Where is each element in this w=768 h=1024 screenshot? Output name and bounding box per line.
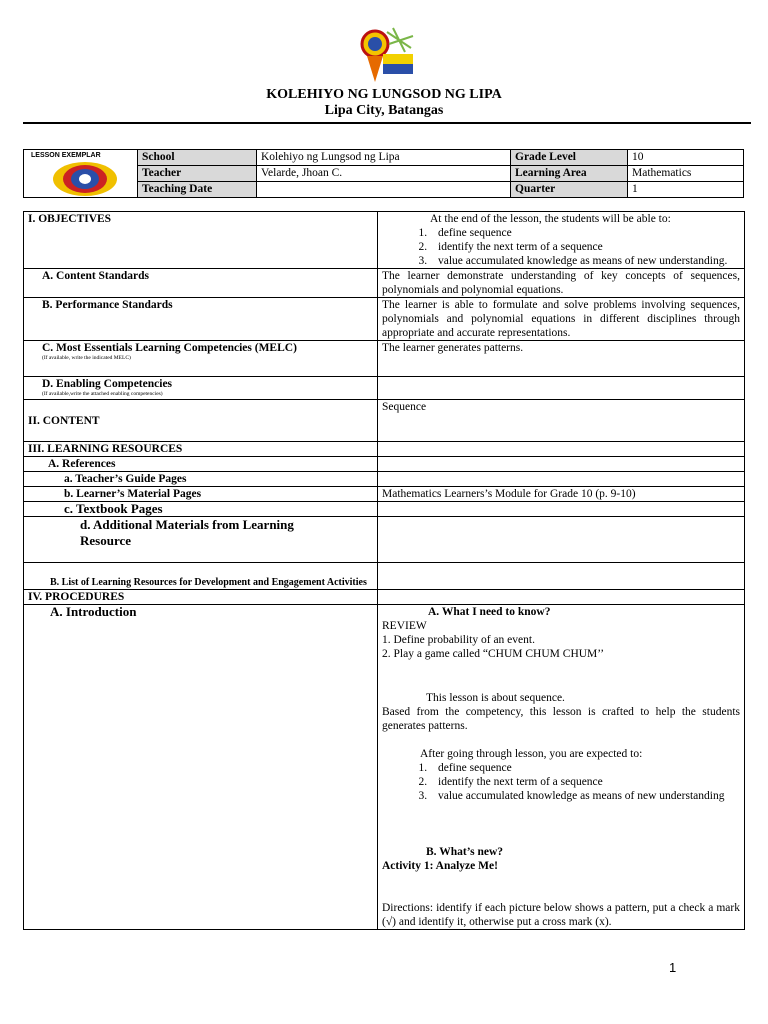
procedures-label: IV. PROCEDURES <box>24 590 378 605</box>
exemplar-cell <box>24 150 138 198</box>
expected-list <box>382 761 740 803</box>
activity-title: Activity 1: Analyze Me! <box>382 860 498 872</box>
lesson-info-table <box>23 149 744 198</box>
school-label: School <box>138 150 257 166</box>
learning-area-value: Mathematics <box>628 166 744 182</box>
melc-label: C. Most Essentials Learning Competencies (MELC) <box>42 342 297 354</box>
learning-resources-list-label: B. List of Learning Resources for Development and Engagement Activities <box>24 563 378 590</box>
learning-area-label: Learning Area <box>511 166 628 182</box>
institution-name: KOLEHIYO NG LUNGSOD NG LIPA <box>266 87 502 102</box>
objective-item: 1. define sequence <box>430 226 740 240</box>
additional-materials-value <box>378 517 745 563</box>
textbook-label: c. Textbook Pages <box>24 502 378 517</box>
learning-resources-list-value <box>378 563 745 590</box>
kolehiyo-seal-icon <box>353 24 415 84</box>
grade-level-label: Grade Level <box>511 150 628 166</box>
references-label: A. References <box>24 457 378 472</box>
exemplar-label: LESSON EXEMPLAR <box>31 152 101 159</box>
review-item-2: 2. Play a game called “CHUM CHUM CHUM’’ <box>382 648 605 660</box>
procedures-value <box>378 590 745 605</box>
header-divider <box>23 122 751 124</box>
melc-note: (If available, write the indicated MELC) <box>42 355 131 361</box>
expected-item: 2. identify the next term of a sequence <box>430 775 740 789</box>
expected-item: 3. value accumulated knowledge as means of new understanding <box>430 789 740 803</box>
objectives-cell <box>378 212 745 269</box>
teacher-value: Velarde, Jhoan C. <box>257 166 511 182</box>
school-seal-icon <box>51 161 119 197</box>
teachers-guide-label: a. Teacher’s Guide Pages <box>24 472 378 487</box>
melc-value: The learner generates patterns. <box>378 341 745 377</box>
objectives-label: I. OBJECTIVES <box>24 212 378 269</box>
quarter-label: Quarter <box>511 182 628 198</box>
enabling-label: D. Enabling Competencies <box>42 378 173 390</box>
content-label: II. CONTENT <box>24 400 378 442</box>
review-heading: REVIEW <box>382 620 427 632</box>
enabling-cell <box>24 377 378 400</box>
objective-item: 3. value accumulated knowledge as means of new understanding. <box>430 254 740 268</box>
grade-level-value: 10 <box>628 150 744 166</box>
teaching-date-value <box>257 182 511 198</box>
lesson-plan-table <box>23 211 745 930</box>
objectives-list <box>382 226 740 268</box>
content-standards-value: The learner demonstrate understanding of key concepts of sequences, polynomials and polynomial equations. <box>378 269 745 298</box>
additional-materials-label: d. Additional Materials from Learning Resource <box>24 517 378 563</box>
content-value: Sequence <box>378 400 745 442</box>
teaching-date-label: Teaching Date <box>138 182 257 198</box>
learning-resources-value <box>378 442 745 457</box>
review-item-1: 1. Define probability of an event. <box>382 634 535 646</box>
textbook-value <box>378 502 745 517</box>
introduction-cell <box>378 605 745 930</box>
activity-directions: Directions: identify if each picture below shows a pattern, put a check a mark (√) and identify it, otherwise put a cross mark (x). <box>382 902 740 928</box>
learners-material-value: Mathematics Learners’s Module for Grade 10 (p. 9-10) <box>378 487 745 502</box>
content-standards-label: A. Content Standards <box>24 269 378 298</box>
performance-standards-value: The learner is able to formulate and solve problems involving sequences, polynomials and polynomial equations in different disciplines through appropriate and accurate representations. <box>378 298 745 341</box>
lesson-about-text: This lesson is about sequence. <box>426 692 565 704</box>
performance-standards-label: B. Performance Standards <box>24 298 378 341</box>
expected-item: 1. define sequence <box>430 761 740 775</box>
expected-intro: After going through lesson, you are expected to: <box>420 748 643 760</box>
teachers-guide-value <box>378 472 745 487</box>
what-i-need-heading: A. What I need to know? <box>428 606 551 618</box>
enabling-note: (If available,write the attached enabling competencies) <box>42 391 163 397</box>
lesson-based-text: Based from the competency, this lesson is crafted to help the students generates patterns. <box>382 706 740 732</box>
teacher-label: Teacher <box>138 166 257 182</box>
objective-item: 2. identify the next term of a sequence <box>430 240 740 254</box>
learning-resources-label: III. LEARNING RESOURCES <box>24 442 378 457</box>
institution-location: Lipa City, Batangas <box>324 103 444 118</box>
learners-material-label: b. Learner’s Material Pages <box>24 487 378 502</box>
objectives-intro: At the end of the lesson, the students will be able to: <box>430 213 671 225</box>
references-value <box>378 457 745 472</box>
whats-new-heading: B. What’s new? <box>426 846 503 858</box>
introduction-label: A. Introduction <box>24 605 378 930</box>
quarter-value: 1 <box>628 182 744 198</box>
page-number: 1 <box>669 960 677 975</box>
melc-cell <box>24 341 378 377</box>
enabling-value <box>378 377 745 400</box>
school-value: Kolehiyo ng Lungsod ng Lipa <box>257 150 511 166</box>
